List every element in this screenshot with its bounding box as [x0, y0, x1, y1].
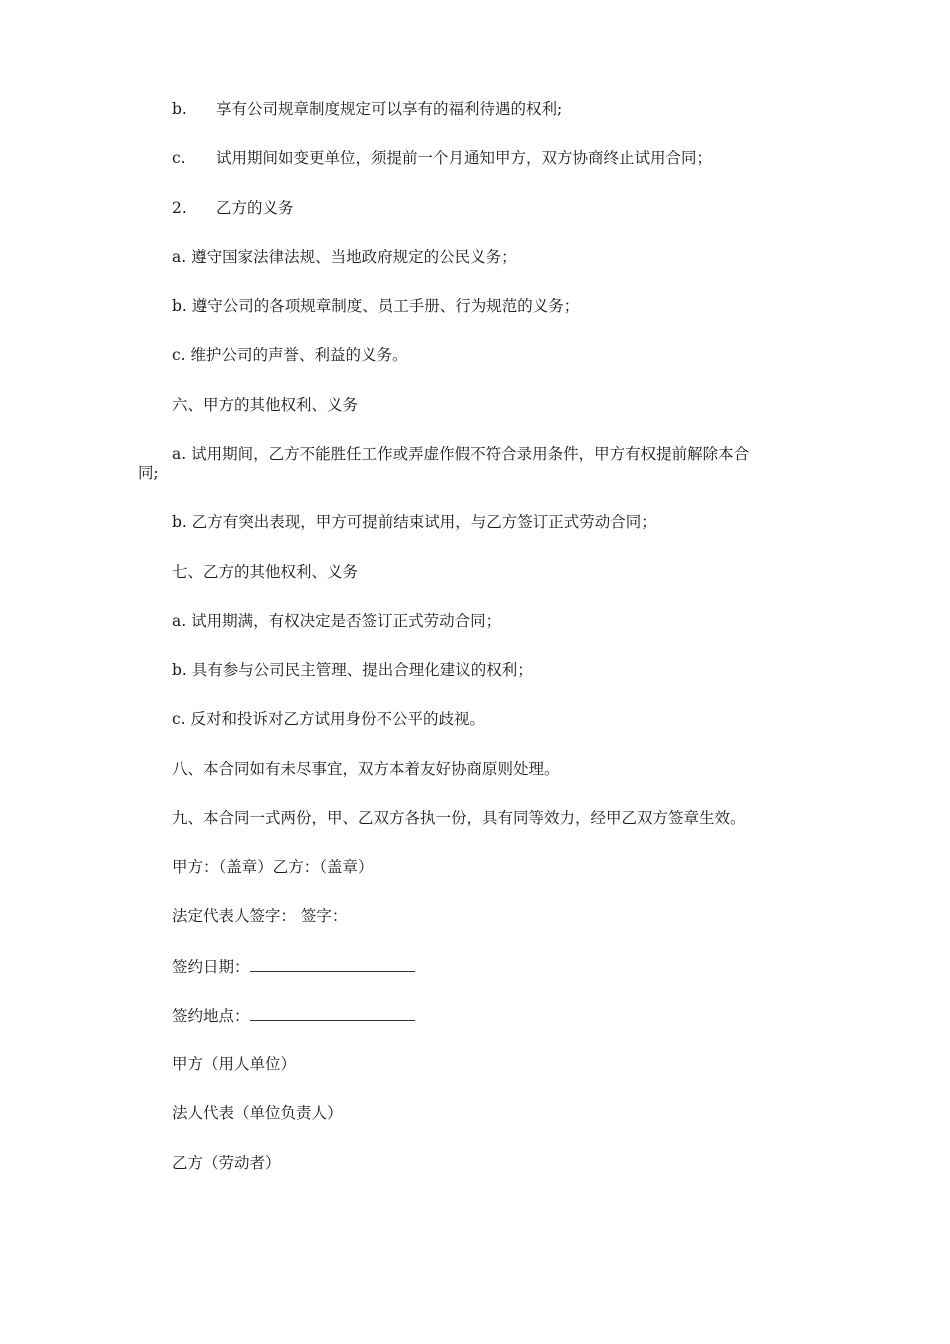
- item-text: 乙方的义务: [216, 199, 294, 217]
- sign-date-line: [172, 955, 415, 978]
- paragraph: b. 遵守公司的各项规章制度、员工手册、行为规范的义务；: [172, 297, 580, 315]
- sign-place-blank: [250, 1004, 415, 1021]
- signature-line: 法定代表人签字： 签字：: [172, 907, 348, 925]
- section-heading: 九、本合同一式两份，甲、乙双方各执一份，具有同等效力，经甲乙双方签章生效。: [172, 809, 746, 827]
- section-heading: 七、乙方的其他权利、义务: [172, 563, 359, 581]
- item-text: 试用期间如变更单位，须提前一个月通知甲方，双方协商终止试用合同；: [216, 149, 713, 167]
- item-marker: b.: [172, 100, 187, 118]
- paragraph: c. 维护公司的声誉、利益的义务。: [172, 346, 408, 364]
- paragraph: a. 试用期间，乙方不能胜任工作或弄虚作假不符合录用条件，甲方有权提前解除本合: [172, 445, 750, 463]
- sign-place-label: 签约地点：: [172, 1007, 250, 1025]
- item-b-benefits: [172, 98, 562, 120]
- paragraph: b. 乙方有突出表现，甲方可提前结束试用，与乙方签订正式劳动合同；: [172, 513, 657, 531]
- party-a-label: 甲方（用人单位）: [172, 1055, 297, 1073]
- seal-line: 甲方：（盖章）乙方：（盖章）: [172, 858, 374, 876]
- item-c-change-unit: [172, 147, 712, 169]
- section-2-heading: [172, 197, 294, 219]
- item-marker: c.: [172, 149, 186, 167]
- sign-date-blank: [250, 955, 415, 972]
- item-marker: 2.: [172, 199, 187, 217]
- legal-representative-label: 法人代表（单位负责人）: [172, 1104, 343, 1122]
- party-b-label: 乙方（劳动者）: [172, 1154, 281, 1172]
- sign-date-label: 签约日期：: [172, 958, 250, 976]
- sign-place-line: [172, 1004, 415, 1027]
- section-heading: 八、本合同如有未尽事宜，双方本着友好协商原则处理。: [172, 760, 560, 778]
- item-text: 享有公司规章制度规定可以享有的福利待遇的权利;: [216, 100, 563, 118]
- paragraph: a. 试用期满，有权决定是否签订正式劳动合同；: [172, 612, 502, 630]
- paragraph: a. 遵守国家法律法规、当地政府规定的公民义务；: [172, 248, 517, 266]
- paragraph: b. 具有参与公司民主管理、提出合理化建议的权利；: [172, 661, 533, 679]
- section-heading: 六、甲方的其他权利、义务: [172, 396, 359, 414]
- paragraph: c. 反对和投诉对乙方试用身份不公平的歧视。: [172, 710, 486, 728]
- paragraph-continuation: 同;: [138, 464, 159, 482]
